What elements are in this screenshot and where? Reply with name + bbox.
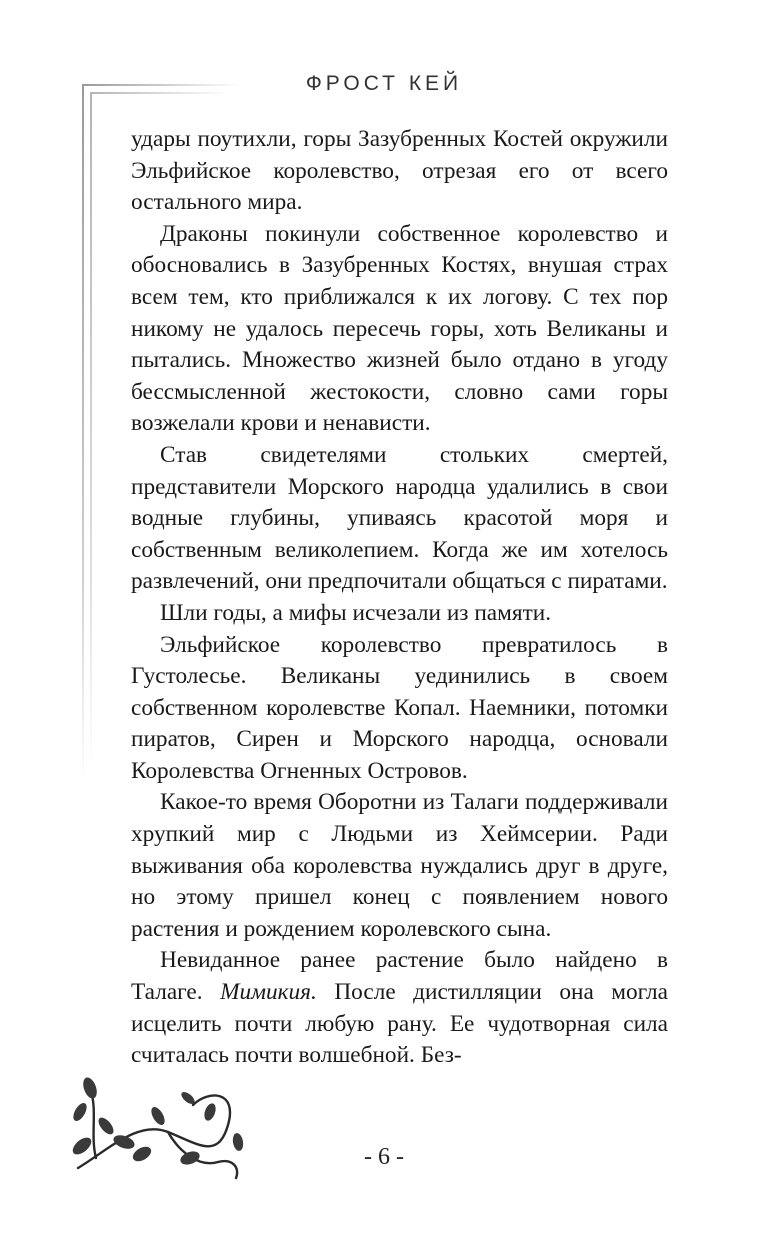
page-frame-line-inner bbox=[90, 92, 92, 772]
page-frame-line-outer bbox=[82, 84, 84, 784]
paragraph-6: Какое-то время Оборотни из Талаги поддерживали хрупкий мир с Людьми из Хеймсерии. Ради выживания оба королевства нуждались друг в друге, но этому пришел конец с появлением нового растения и рождением королевского сына. bbox=[131, 789, 668, 942]
paragraph-3: Став свидетелями стольких смертей, представители Морского народца удалились в свои водные глубины, упиваясь красотой моря и собственным великолепием. Когда же им хотелось развлечений, они предпочитали общаться с пиратами. bbox=[131, 441, 668, 595]
running-head: ФРОСТ КЕЙ bbox=[305, 72, 463, 95]
page-number: - 6 - bbox=[364, 1144, 404, 1170]
paragraph-4: Шли годы, а мифы исчезали из памяти. bbox=[160, 599, 552, 626]
paragraph-1: удары поутихли, горы Зазубренных Костей окружили Эльфийское королевство, отрезая его от всего остального мира. bbox=[131, 126, 668, 216]
paragraph-7-italic-term: Мимикия. bbox=[220, 979, 317, 1006]
paragraph-7-end: После дистилляции она могла исцелить почти любую рану. Ее чудотворная сила считалась почти волшебной. Без- bbox=[131, 979, 668, 1069]
paragraph-5: Эльфийское королевство превратилось в Густолесье. Великаны уединились в своем собственном королевстве Копал. Наемники, потомки пиратов, Сирен и Морского народца, основали Королевства Огненных Островов. bbox=[131, 631, 668, 784]
body-text bbox=[131, 124, 668, 1072]
paragraph-7-start: Невиданное ранее растение было найдено в Талаге. bbox=[131, 947, 668, 1006]
paragraph-2: Драконы покинули собственное королевство и обосновались в Зазубренных Костях, внушая страх всем тем, кто приближался к их логову. С тех пор никому не удалось пересечь горы, хоть Великаны и пытались. Множество жизней было отдано в угоду бессмысленной жестокости, словно сами горы возжелали крови и ненависти. bbox=[131, 220, 668, 437]
